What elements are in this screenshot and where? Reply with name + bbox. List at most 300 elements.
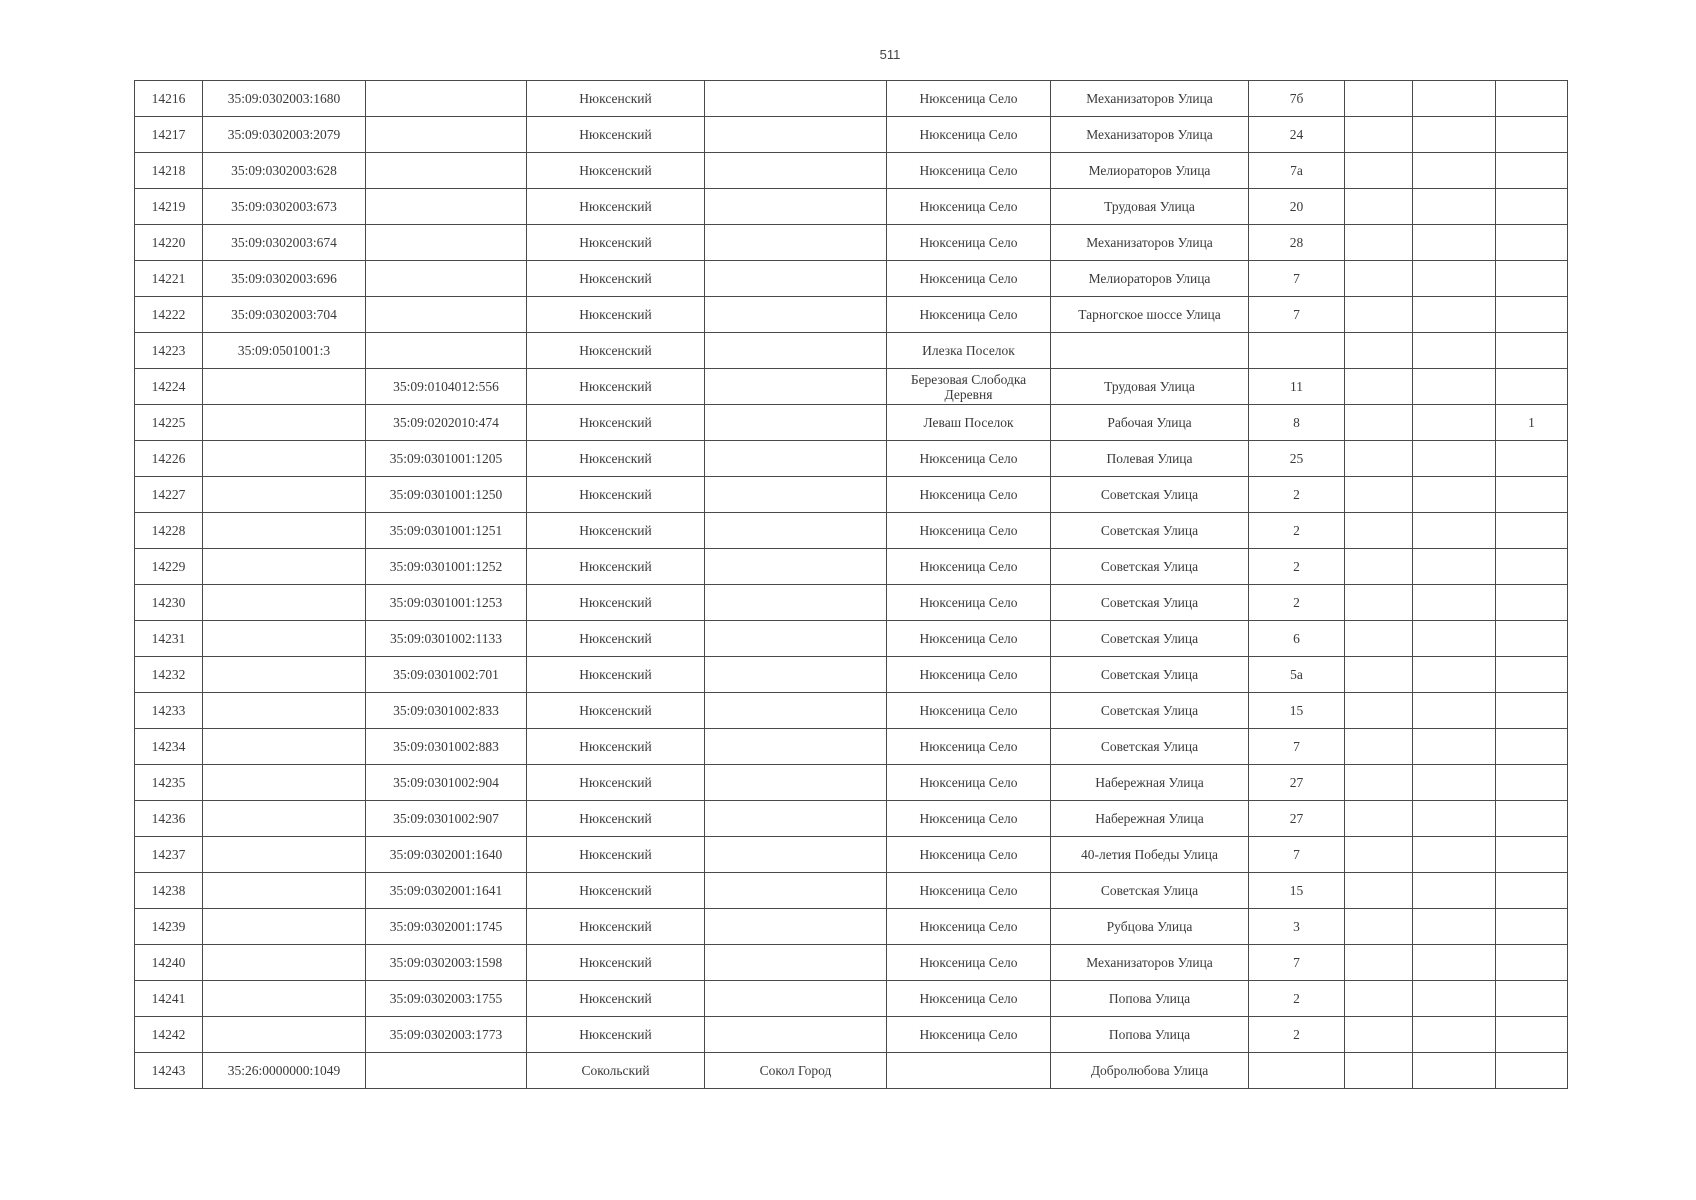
building-cell (1345, 81, 1413, 117)
cadastral-number-cell (203, 981, 366, 1017)
city-cell (705, 261, 887, 297)
table-row (135, 405, 1568, 441)
structure-cell (1413, 585, 1496, 621)
district-cell: Нюксенский (527, 117, 705, 153)
cadastral-number-alt-cell (366, 153, 527, 189)
table-row (135, 189, 1568, 225)
district-cell: Нюксенский (527, 369, 705, 405)
city-cell (705, 333, 887, 369)
cadastral-number-cell: 35:09:0302003:674 (203, 225, 366, 261)
building-cell (1345, 117, 1413, 153)
building-cell (1345, 441, 1413, 477)
district-cell: Нюксенский (527, 909, 705, 945)
district-cell: Нюксенский (527, 441, 705, 477)
cadastral-number-cell (203, 729, 366, 765)
street-cell: Трудовая Улица (1051, 369, 1249, 405)
apartment-cell (1496, 477, 1568, 513)
apartment-cell (1496, 333, 1568, 369)
city-cell (705, 585, 887, 621)
table-row (135, 945, 1568, 981)
street-cell: Советская Улица (1051, 621, 1249, 657)
street-cell: Трудовая Улица (1051, 189, 1249, 225)
building-cell (1345, 189, 1413, 225)
table-row (135, 1053, 1568, 1089)
structure-cell (1413, 441, 1496, 477)
row-number-cell: 14223 (135, 333, 203, 369)
table-row (135, 801, 1568, 837)
row-number-cell: 14218 (135, 153, 203, 189)
table-row (135, 693, 1568, 729)
street-cell: Полевая Улица (1051, 441, 1249, 477)
house-number-cell: 2 (1249, 477, 1345, 513)
house-number-cell: 7 (1249, 945, 1345, 981)
street-cell: Мелиораторов Улица (1051, 153, 1249, 189)
street-cell: Мелиораторов Улица (1051, 261, 1249, 297)
street-cell: Набережная Улица (1051, 801, 1249, 837)
cadastral-number-cell: 35:09:0302003:696 (203, 261, 366, 297)
cadastral-number-cell: 35:09:0302003:2079 (203, 117, 366, 153)
house-number-cell (1249, 1053, 1345, 1089)
building-cell (1345, 801, 1413, 837)
apartment-cell (1496, 1053, 1568, 1089)
table-row (135, 225, 1568, 261)
house-number-cell: 27 (1249, 801, 1345, 837)
row-number-cell: 14217 (135, 117, 203, 153)
street-cell: Попова Улица (1051, 1017, 1249, 1053)
settlement-cell: Нюксеница Село (887, 153, 1051, 189)
cadastral-number-alt-cell: 35:09:0301002:883 (366, 729, 527, 765)
street-cell: Добролюбова Улица (1051, 1053, 1249, 1089)
cadastral-number-cell: 35:09:0302003:628 (203, 153, 366, 189)
structure-cell (1413, 261, 1496, 297)
apartment-cell (1496, 657, 1568, 693)
apartment-cell (1496, 909, 1568, 945)
house-number-cell: 7 (1249, 261, 1345, 297)
row-number-cell: 14241 (135, 981, 203, 1017)
house-number-cell: 2 (1249, 585, 1345, 621)
house-number-cell: 7а (1249, 153, 1345, 189)
district-cell: Нюксенский (527, 513, 705, 549)
district-cell: Нюксенский (527, 225, 705, 261)
settlement-cell: Нюксеница Село (887, 261, 1051, 297)
row-number-cell: 14230 (135, 585, 203, 621)
cadastral-number-alt-cell: 35:09:0202010:474 (366, 405, 527, 441)
district-cell: Сокольский (527, 1053, 705, 1089)
settlement-cell: Нюксеница Село (887, 729, 1051, 765)
city-cell (705, 513, 887, 549)
house-number-cell: 5а (1249, 657, 1345, 693)
city-cell (705, 549, 887, 585)
apartment-cell (1496, 621, 1568, 657)
row-number-cell: 14225 (135, 405, 203, 441)
building-cell (1345, 1017, 1413, 1053)
building-cell (1345, 225, 1413, 261)
apartment-cell (1496, 693, 1568, 729)
settlement-cell: Нюксеница Село (887, 981, 1051, 1017)
street-cell: Советская Улица (1051, 549, 1249, 585)
street-cell: Набережная Улица (1051, 765, 1249, 801)
row-number-cell: 14237 (135, 837, 203, 873)
row-number-cell: 14229 (135, 549, 203, 585)
district-cell: Нюксенский (527, 765, 705, 801)
building-cell (1345, 585, 1413, 621)
row-number-cell: 14226 (135, 441, 203, 477)
row-number-cell: 14243 (135, 1053, 203, 1089)
district-cell: Нюксенский (527, 585, 705, 621)
district-cell: Нюксенский (527, 81, 705, 117)
apartment-cell (1496, 369, 1568, 405)
settlement-cell: Нюксеница Село (887, 837, 1051, 873)
apartment-cell (1496, 117, 1568, 153)
settlement-cell: Нюксеница Село (887, 81, 1051, 117)
district-cell: Нюксенский (527, 153, 705, 189)
settlement-cell: Нюксеница Село (887, 549, 1051, 585)
row-number-cell: 14231 (135, 621, 203, 657)
district-cell: Нюксенский (527, 801, 705, 837)
district-cell: Нюксенский (527, 297, 705, 333)
table-row (135, 621, 1568, 657)
house-number-cell (1249, 333, 1345, 369)
structure-cell (1413, 117, 1496, 153)
district-cell: Нюксенский (527, 333, 705, 369)
house-number-cell: 7б (1249, 81, 1345, 117)
register-body (135, 81, 1568, 1089)
table-row (135, 657, 1568, 693)
building-cell (1345, 837, 1413, 873)
property-register-table (134, 80, 1568, 1089)
house-number-cell: 7 (1249, 297, 1345, 333)
settlement-cell: Нюксеница Село (887, 909, 1051, 945)
row-number-cell: 14242 (135, 1017, 203, 1053)
page-number: 511 (879, 47, 901, 62)
building-cell (1345, 513, 1413, 549)
apartment-cell (1496, 549, 1568, 585)
cadastral-number-alt-cell (366, 81, 527, 117)
building-cell (1345, 909, 1413, 945)
city-cell (705, 837, 887, 873)
cadastral-number-cell: 35:09:0302003:1680 (203, 81, 366, 117)
street-cell: Механизаторов Улица (1051, 225, 1249, 261)
cadastral-number-cell (203, 801, 366, 837)
cadastral-number-alt-cell: 35:09:0302003:1598 (366, 945, 527, 981)
apartment-cell (1496, 189, 1568, 225)
cadastral-number-alt-cell: 35:09:0302001:1641 (366, 873, 527, 909)
cadastral-number-alt-cell (366, 117, 527, 153)
house-number-cell: 24 (1249, 117, 1345, 153)
city-cell (705, 117, 887, 153)
structure-cell (1413, 729, 1496, 765)
structure-cell (1413, 369, 1496, 405)
street-cell: Рубцова Улица (1051, 909, 1249, 945)
district-cell: Нюксенский (527, 621, 705, 657)
district-cell: Нюксенский (527, 405, 705, 441)
building-cell (1345, 369, 1413, 405)
table-row (135, 81, 1568, 117)
table-row (135, 765, 1568, 801)
city-cell (705, 765, 887, 801)
table-row (135, 1017, 1568, 1053)
settlement-cell: Нюксеница Село (887, 513, 1051, 549)
table-row (135, 117, 1568, 153)
city-cell (705, 225, 887, 261)
street-cell: Советская Улица (1051, 693, 1249, 729)
apartment-cell (1496, 873, 1568, 909)
cadastral-number-cell (203, 873, 366, 909)
city-cell (705, 873, 887, 909)
row-number-cell: 14238 (135, 873, 203, 909)
street-cell: Советская Улица (1051, 657, 1249, 693)
city-cell (705, 621, 887, 657)
table-row (135, 333, 1568, 369)
building-cell (1345, 765, 1413, 801)
street-cell: Попова Улица (1051, 981, 1249, 1017)
cadastral-number-alt-cell: 35:09:0301002:833 (366, 693, 527, 729)
cadastral-number-cell (203, 477, 366, 513)
settlement-cell: Нюксеница Село (887, 801, 1051, 837)
table-row (135, 513, 1568, 549)
row-number-cell: 14216 (135, 81, 203, 117)
apartment-cell (1496, 225, 1568, 261)
structure-cell (1413, 801, 1496, 837)
building-cell (1345, 477, 1413, 513)
settlement-cell: Нюксеница Село (887, 873, 1051, 909)
settlement-cell: Нюксеница Село (887, 621, 1051, 657)
cadastral-number-alt-cell: 35:09:0302003:1755 (366, 981, 527, 1017)
structure-cell (1413, 333, 1496, 369)
structure-cell (1413, 405, 1496, 441)
street-cell: Советская Улица (1051, 585, 1249, 621)
structure-cell (1413, 657, 1496, 693)
settlement-cell: Березовая Слободка Деревня (887, 369, 1051, 405)
street-cell (1051, 333, 1249, 369)
row-number-cell: 14235 (135, 765, 203, 801)
building-cell (1345, 873, 1413, 909)
row-number-cell: 14234 (135, 729, 203, 765)
row-number-cell: 14224 (135, 369, 203, 405)
house-number-cell: 3 (1249, 909, 1345, 945)
city-cell (705, 189, 887, 225)
structure-cell (1413, 765, 1496, 801)
structure-cell (1413, 1017, 1496, 1053)
structure-cell (1413, 945, 1496, 981)
cadastral-number-cell (203, 405, 366, 441)
street-cell: Тарногское шоссе Улица (1051, 297, 1249, 333)
apartment-cell: 1 (1496, 405, 1568, 441)
cadastral-number-cell: 35:09:0501001:3 (203, 333, 366, 369)
apartment-cell (1496, 765, 1568, 801)
city-cell (705, 945, 887, 981)
house-number-cell: 2 (1249, 1017, 1345, 1053)
city-cell (705, 369, 887, 405)
apartment-cell (1496, 261, 1568, 297)
settlement-cell: Нюксеница Село (887, 765, 1051, 801)
structure-cell (1413, 693, 1496, 729)
district-cell: Нюксенский (527, 657, 705, 693)
cadastral-number-cell (203, 909, 366, 945)
district-cell: Нюксенский (527, 873, 705, 909)
district-cell: Нюксенский (527, 1017, 705, 1053)
structure-cell (1413, 621, 1496, 657)
apartment-cell (1496, 1017, 1568, 1053)
settlement-cell: Нюксеница Село (887, 693, 1051, 729)
cadastral-number-cell (203, 765, 366, 801)
structure-cell (1413, 297, 1496, 333)
table-row (135, 837, 1568, 873)
settlement-cell: Леваш Поселок (887, 405, 1051, 441)
house-number-cell: 2 (1249, 513, 1345, 549)
cadastral-number-alt-cell: 35:09:0302003:1773 (366, 1017, 527, 1053)
structure-cell (1413, 189, 1496, 225)
row-number-cell: 14228 (135, 513, 203, 549)
building-cell (1345, 621, 1413, 657)
apartment-cell (1496, 981, 1568, 1017)
building-cell (1345, 729, 1413, 765)
house-number-cell: 27 (1249, 765, 1345, 801)
street-cell: Механизаторов Улица (1051, 81, 1249, 117)
structure-cell (1413, 837, 1496, 873)
table-row (135, 369, 1568, 405)
district-cell: Нюксенский (527, 945, 705, 981)
city-cell (705, 1017, 887, 1053)
house-number-cell: 2 (1249, 981, 1345, 1017)
building-cell (1345, 657, 1413, 693)
cadastral-number-alt-cell: 35:09:0301002:701 (366, 657, 527, 693)
city-cell (705, 693, 887, 729)
row-number-cell: 14219 (135, 189, 203, 225)
district-cell: Нюксенский (527, 261, 705, 297)
structure-cell (1413, 81, 1496, 117)
cadastral-number-cell (203, 837, 366, 873)
cadastral-number-alt-cell: 35:09:0301001:1205 (366, 441, 527, 477)
row-number-cell: 14222 (135, 297, 203, 333)
structure-cell (1413, 981, 1496, 1017)
city-cell (705, 405, 887, 441)
house-number-cell: 11 (1249, 369, 1345, 405)
house-number-cell: 28 (1249, 225, 1345, 261)
district-cell: Нюксенский (527, 189, 705, 225)
settlement-cell: Нюксеница Село (887, 585, 1051, 621)
district-cell: Нюксенский (527, 477, 705, 513)
cadastral-number-alt-cell: 35:09:0302001:1640 (366, 837, 527, 873)
settlement-cell: Нюксеница Село (887, 117, 1051, 153)
building-cell (1345, 981, 1413, 1017)
cadastral-number-cell (203, 369, 366, 405)
house-number-cell: 7 (1249, 837, 1345, 873)
building-cell (1345, 693, 1413, 729)
apartment-cell (1496, 945, 1568, 981)
cadastral-number-cell (203, 693, 366, 729)
settlement-cell: Нюксеница Село (887, 189, 1051, 225)
city-cell: Сокол Город (705, 1053, 887, 1089)
row-number-cell: 14221 (135, 261, 203, 297)
street-cell: Механизаторов Улица (1051, 945, 1249, 981)
building-cell (1345, 261, 1413, 297)
district-cell: Нюксенский (527, 837, 705, 873)
street-cell: Рабочая Улица (1051, 405, 1249, 441)
cadastral-number-alt-cell: 35:09:0104012:556 (366, 369, 527, 405)
apartment-cell (1496, 153, 1568, 189)
row-number-cell: 14239 (135, 909, 203, 945)
structure-cell (1413, 225, 1496, 261)
house-number-cell: 2 (1249, 549, 1345, 585)
apartment-cell (1496, 837, 1568, 873)
table-row (135, 585, 1568, 621)
cadastral-number-alt-cell (366, 333, 527, 369)
house-number-cell: 7 (1249, 729, 1345, 765)
house-number-cell: 25 (1249, 441, 1345, 477)
district-cell: Нюксенский (527, 981, 705, 1017)
cadastral-number-cell (203, 945, 366, 981)
cadastral-number-cell (203, 513, 366, 549)
settlement-cell: Нюксеница Село (887, 657, 1051, 693)
building-cell (1345, 945, 1413, 981)
city-cell (705, 153, 887, 189)
settlement-cell: Нюксеница Село (887, 1017, 1051, 1053)
row-number-cell: 14236 (135, 801, 203, 837)
row-number-cell: 14227 (135, 477, 203, 513)
street-cell: Советская Улица (1051, 513, 1249, 549)
cadastral-number-alt-cell: 35:09:0301001:1251 (366, 513, 527, 549)
cadastral-number-alt-cell: 35:09:0301001:1250 (366, 477, 527, 513)
city-cell (705, 981, 887, 1017)
cadastral-number-cell (203, 657, 366, 693)
house-number-cell: 15 (1249, 873, 1345, 909)
district-cell: Нюксенский (527, 693, 705, 729)
structure-cell (1413, 1053, 1496, 1089)
street-cell: Советская Улица (1051, 477, 1249, 513)
cadastral-number-cell (203, 1017, 366, 1053)
cadastral-number-alt-cell: 35:09:0301002:1133 (366, 621, 527, 657)
cadastral-number-cell: 35:09:0302003:704 (203, 297, 366, 333)
cadastral-number-alt-cell (366, 189, 527, 225)
cadastral-number-alt-cell: 35:09:0301002:907 (366, 801, 527, 837)
cadastral-number-cell (203, 621, 366, 657)
structure-cell (1413, 909, 1496, 945)
table-row (135, 153, 1568, 189)
settlement-cell: Нюксеница Село (887, 945, 1051, 981)
city-cell (705, 441, 887, 477)
district-cell: Нюксенский (527, 729, 705, 765)
row-number-cell: 14232 (135, 657, 203, 693)
street-cell: 40-летия Победы Улица (1051, 837, 1249, 873)
cadastral-number-cell: 35:26:0000000:1049 (203, 1053, 366, 1089)
apartment-cell (1496, 441, 1568, 477)
structure-cell (1413, 153, 1496, 189)
structure-cell (1413, 513, 1496, 549)
settlement-cell: Нюксеница Село (887, 477, 1051, 513)
street-cell: Механизаторов Улица (1051, 117, 1249, 153)
cadastral-number-alt-cell (366, 1053, 527, 1089)
table-row (135, 981, 1568, 1017)
settlement-cell (887, 1053, 1051, 1089)
building-cell (1345, 405, 1413, 441)
city-cell (705, 801, 887, 837)
cadastral-number-alt-cell: 35:09:0301001:1253 (366, 585, 527, 621)
structure-cell (1413, 549, 1496, 585)
table-row (135, 477, 1568, 513)
cadastral-number-cell: 35:09:0302003:673 (203, 189, 366, 225)
table-row (135, 549, 1568, 585)
table-row (135, 873, 1568, 909)
structure-cell (1413, 477, 1496, 513)
table-row (135, 261, 1568, 297)
settlement-cell: Нюксеница Село (887, 225, 1051, 261)
cadastral-number-alt-cell: 35:09:0301001:1252 (366, 549, 527, 585)
apartment-cell (1496, 801, 1568, 837)
district-cell: Нюксенский (527, 549, 705, 585)
cadastral-number-alt-cell (366, 225, 527, 261)
house-number-cell: 8 (1249, 405, 1345, 441)
